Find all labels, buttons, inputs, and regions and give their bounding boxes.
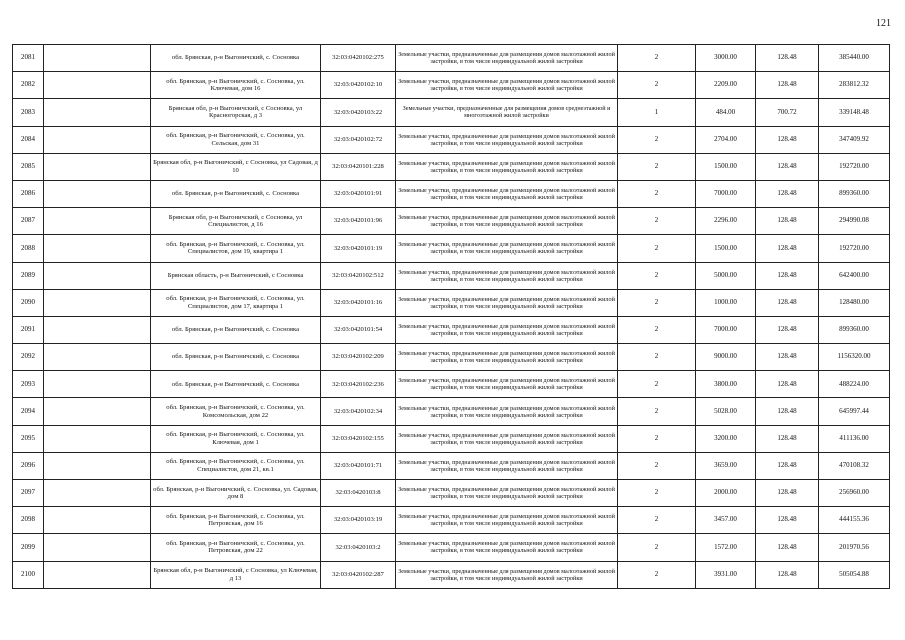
- permitted-use-cell: Земельные участки, предназначенные для размещения домов малоэтажной жилой застройки, в том числе индивидуальной жилой застройки: [396, 208, 618, 235]
- table-row: [13, 180, 890, 207]
- blank-cell: [44, 72, 151, 99]
- rate-cell: 128.48: [756, 126, 819, 153]
- cadastral-number-cell: 32:03:0420102:236: [321, 371, 396, 398]
- rate-cell: 128.48: [756, 208, 819, 235]
- row-number: 2099: [13, 534, 44, 561]
- permitted-use-cell: Земельные участки, предназначенные для размещения домов малоэтажной жилой застройки, в том числе индивидуальной жилой застройки: [396, 534, 618, 561]
- rate-cell: 700.72: [756, 99, 819, 126]
- table-row: [13, 72, 890, 99]
- blank-cell: [44, 126, 151, 153]
- area-cell: 7000.00: [696, 180, 756, 207]
- table-body: [13, 45, 890, 589]
- permitted-use-cell: Земельные участки, предназначенные для размещения домов малоэтажной жилой застройки, в том числе индивидуальной жилой застройки: [396, 316, 618, 343]
- cadastral-number-cell: 32:03:0420101:19: [321, 235, 396, 262]
- row-number: 2093: [13, 371, 44, 398]
- blank-cell: [44, 425, 151, 452]
- blank-cell: [44, 316, 151, 343]
- address-cell: обл. Брянская, р-н Выгоничский, с. Сосновка: [151, 45, 321, 72]
- rate-cell: 128.48: [756, 45, 819, 72]
- permitted-use-cell: Земельные участки, предназначенные для размещения домов малоэтажной жилой застройки, в том числе индивидуальной жилой застройки: [396, 452, 618, 479]
- category-cell: 2: [618, 371, 696, 398]
- cadastral-value-cell: 339148.48: [819, 99, 890, 126]
- category-cell: 2: [618, 235, 696, 262]
- row-number: 2082: [13, 72, 44, 99]
- category-cell: 1: [618, 99, 696, 126]
- blank-cell: [44, 534, 151, 561]
- row-number: 2098: [13, 507, 44, 534]
- category-cell: 2: [618, 534, 696, 561]
- category-cell: 2: [618, 180, 696, 207]
- cadastral-number-cell: 32:03:0420103:19: [321, 507, 396, 534]
- cadastral-value-cell: 505054.88: [819, 561, 890, 588]
- blank-cell: [44, 235, 151, 262]
- category-cell: 2: [618, 45, 696, 72]
- table-row: [13, 289, 890, 316]
- area-cell: 2704.00: [696, 126, 756, 153]
- category-cell: 2: [618, 507, 696, 534]
- address-cell: обл. Брянская, р-н Выгоничский, с. Сосновка, ул. Сельская, дом 31: [151, 126, 321, 153]
- cadastral-number-cell: 32:03:0420102:34: [321, 398, 396, 425]
- table-row: [13, 45, 890, 72]
- cadastral-number-cell: 32:03:0420102:209: [321, 344, 396, 371]
- category-cell: 2: [618, 126, 696, 153]
- category-cell: 2: [618, 262, 696, 289]
- permitted-use-cell: Земельные участки, предназначенные для размещения домов малоэтажной жилой застройки, в том числе индивидуальной жилой застройки: [396, 425, 618, 452]
- cadastral-number-cell: 32:03:0420101:91: [321, 180, 396, 207]
- rate-cell: 128.48: [756, 425, 819, 452]
- blank-cell: [44, 561, 151, 588]
- area-cell: 3659.00: [696, 452, 756, 479]
- address-cell: обл. Брянская, р-н Выгоничский, с. Сосновка, ул. Специалистов, дом 19, квартира 1: [151, 235, 321, 262]
- cadastral-number-cell: 32:03:0420101:228: [321, 153, 396, 180]
- address-cell: обл. Брянская, р-н Выгоничский, с. Сосновка, ул. Ключевая, дом 16: [151, 72, 321, 99]
- cadastral-number-cell: 32:03:0420103:8: [321, 480, 396, 507]
- cadastral-number-cell: 32:03:0420101:54: [321, 316, 396, 343]
- category-cell: 2: [618, 153, 696, 180]
- rate-cell: 128.48: [756, 153, 819, 180]
- rate-cell: 128.48: [756, 262, 819, 289]
- cadastral-value-cell: 645997.44: [819, 398, 890, 425]
- table-row: [13, 371, 890, 398]
- cadastral-value-cell: 347409.92: [819, 126, 890, 153]
- rate-cell: 128.48: [756, 507, 819, 534]
- category-cell: 2: [618, 561, 696, 588]
- table-row: [13, 344, 890, 371]
- category-cell: 2: [618, 208, 696, 235]
- row-number: 2097: [13, 480, 44, 507]
- table-row: [13, 153, 890, 180]
- row-number: 2096: [13, 452, 44, 479]
- category-cell: 2: [618, 480, 696, 507]
- address-cell: обл. Брянская, р-н Выгоничский, с. Сосновка, ул. Петровская, дом 16: [151, 507, 321, 534]
- area-cell: 5028.00: [696, 398, 756, 425]
- cadastral-value-cell: 444155.36: [819, 507, 890, 534]
- blank-cell: [44, 398, 151, 425]
- address-cell: обл. Брянская, р-н Выгоничский, с. Сосновка: [151, 371, 321, 398]
- land-registry-table: [12, 44, 890, 589]
- blank-cell: [44, 180, 151, 207]
- table-row: [13, 425, 890, 452]
- permitted-use-cell: Земельные участки, предназначенные для размещения домов малоэтажной жилой застройки, в том числе индивидуальной жилой застройки: [396, 289, 618, 316]
- row-number: 2100: [13, 561, 44, 588]
- cadastral-value-cell: 192720.00: [819, 153, 890, 180]
- blank-cell: [44, 507, 151, 534]
- permitted-use-cell: Земельные участки, предназначенные для размещения домов малоэтажной жилой застройки, в том числе индивидуальной жилой застройки: [396, 72, 618, 99]
- table-row: [13, 534, 890, 561]
- cadastral-number-cell: 32:03:0420101:16: [321, 289, 396, 316]
- category-cell: 2: [618, 316, 696, 343]
- cadastral-value-cell: 899360.00: [819, 316, 890, 343]
- table-row: [13, 507, 890, 534]
- rate-cell: 128.48: [756, 316, 819, 343]
- cadastral-value-cell: 411136.00: [819, 425, 890, 452]
- row-number: 2084: [13, 126, 44, 153]
- permitted-use-cell: Земельные участки, предназначенные для размещения домов малоэтажной жилой застройки, в том числе индивидуальной жилой застройки: [396, 262, 618, 289]
- cadastral-value-cell: 283812.32: [819, 72, 890, 99]
- row-number: 2095: [13, 425, 44, 452]
- cadastral-value-cell: 488224.00: [819, 371, 890, 398]
- row-number: 2088: [13, 235, 44, 262]
- blank-cell: [44, 289, 151, 316]
- page-number: 121: [876, 18, 891, 29]
- area-cell: 3000.00: [696, 45, 756, 72]
- blank-cell: [44, 45, 151, 72]
- address-cell: Брянская обл, р-н Выгоничский, с Сосновка, ул Ключевая, д 13: [151, 561, 321, 588]
- row-number: 2091: [13, 316, 44, 343]
- table-row: [13, 208, 890, 235]
- permitted-use-cell: Земельные участки, предназначенные для размещения домов малоэтажной жилой застройки, в том числе индивидуальной жилой застройки: [396, 153, 618, 180]
- table-row: [13, 452, 890, 479]
- cadastral-value-cell: 385440.00: [819, 45, 890, 72]
- rate-cell: 128.48: [756, 235, 819, 262]
- permitted-use-cell: Земельные участки, предназначенные для размещения домов малоэтажной жилой застройки, в том числе индивидуальной жилой застройки: [396, 180, 618, 207]
- area-cell: 7000.00: [696, 316, 756, 343]
- category-cell: 2: [618, 289, 696, 316]
- cadastral-number-cell: 32:03:0420102:512: [321, 262, 396, 289]
- permitted-use-cell: Земельные участки, предназначенные для размещения домов малоэтажной жилой застройки, в том числе индивидуальной жилой застройки: [396, 235, 618, 262]
- address-cell: обл. Брянская, р-н Выгоничский, с. Сосновка: [151, 344, 321, 371]
- permitted-use-cell: Земельные участки, предназначенные для размещения домов малоэтажной жилой застройки, в том числе индивидуальной жилой застройки: [396, 398, 618, 425]
- area-cell: 484.00: [696, 99, 756, 126]
- blank-cell: [44, 262, 151, 289]
- blank-cell: [44, 480, 151, 507]
- area-cell: 2000.00: [696, 480, 756, 507]
- address-cell: обл. Брянская, р-н Выгоничский, с. Сосновка: [151, 316, 321, 343]
- rate-cell: 128.48: [756, 371, 819, 398]
- permitted-use-cell: Земельные участки, предназначенные для размещения домов малоэтажной жилой застройки, в том числе индивидуальной жилой застройки: [396, 371, 618, 398]
- table-row: [13, 561, 890, 588]
- address-cell: Брянская обл, р-н Выгоничский, с Сосновка, ул Садовая, д 10: [151, 153, 321, 180]
- permitted-use-cell: Земельные участки, предназначенные для размещения домов малоэтажной жилой застройки, в том числе индивидуальной жилой застройки: [396, 45, 618, 72]
- address-cell: обл. Брянская, р-н Выгоничский, с. Сосновка: [151, 180, 321, 207]
- table-row: [13, 316, 890, 343]
- area-cell: 1500.00: [696, 153, 756, 180]
- blank-cell: [44, 153, 151, 180]
- blank-cell: [44, 344, 151, 371]
- table-row: [13, 262, 890, 289]
- blank-cell: [44, 452, 151, 479]
- cadastral-value-cell: 899360.00: [819, 180, 890, 207]
- category-cell: 2: [618, 344, 696, 371]
- area-cell: 2296.00: [696, 208, 756, 235]
- table-row: [13, 126, 890, 153]
- area-cell: 9000.00: [696, 344, 756, 371]
- category-cell: 2: [618, 398, 696, 425]
- address-cell: Брянская обл, р-н Выгоничский, с Сосновка, ул Красногорская, д 3: [151, 99, 321, 126]
- rate-cell: 128.48: [756, 72, 819, 99]
- cadastral-value-cell: 294990.08: [819, 208, 890, 235]
- cadastral-number-cell: 32:03:0420102:155: [321, 425, 396, 452]
- table-row: [13, 99, 890, 126]
- cadastral-number-cell: 32:03:0420103:2: [321, 534, 396, 561]
- area-cell: 3800.00: [696, 371, 756, 398]
- rate-cell: 128.48: [756, 289, 819, 316]
- cadastral-value-cell: 192720.00: [819, 235, 890, 262]
- cadastral-number-cell: 32:03:0420102:275: [321, 45, 396, 72]
- permitted-use-cell: Земельные участки, предназначенные для размещения домов малоэтажной жилой застройки, в том числе индивидуальной жилой застройки: [396, 507, 618, 534]
- rate-cell: 128.48: [756, 180, 819, 207]
- cadastral-number-cell: 32:03:0420102:72: [321, 126, 396, 153]
- row-number: 2086: [13, 180, 44, 207]
- row-number: 2081: [13, 45, 44, 72]
- rate-cell: 128.48: [756, 561, 819, 588]
- cadastral-value-cell: 128480.00: [819, 289, 890, 316]
- area-cell: 3457.00: [696, 507, 756, 534]
- cadastral-number-cell: 32:03:0420102:287: [321, 561, 396, 588]
- address-cell: обл. Брянская, р-н Выгоничский, с. Сосновка, ул. Комсомольская, дом 22: [151, 398, 321, 425]
- category-cell: 2: [618, 72, 696, 99]
- cadastral-value-cell: 642400.00: [819, 262, 890, 289]
- blank-cell: [44, 99, 151, 126]
- area-cell: 2209.00: [696, 72, 756, 99]
- permitted-use-cell: Земельные участки, предназначенные для размещения домов среднеэтажной и многоэтажной жилой застройки: [396, 99, 618, 126]
- permitted-use-cell: Земельные участки, предназначенные для размещения домов малоэтажной жилой застройки, в том числе индивидуальной жилой застройки: [396, 344, 618, 371]
- cadastral-number-cell: 32:03:0420101:71: [321, 452, 396, 479]
- address-cell: Брянская обл, р-н Выгоничский, с Сосновка, ул Специалистов, д 16: [151, 208, 321, 235]
- row-number: 2087: [13, 208, 44, 235]
- cadastral-value-cell: 1156320.00: [819, 344, 890, 371]
- address-cell: обл. Брянская, р-н Выгоничский, с. Сосновка, ул. Садовая, дом 8: [151, 480, 321, 507]
- rate-cell: 128.48: [756, 344, 819, 371]
- address-cell: обл. Брянская, р-н Выгоничский, с. Сосновка, ул. Специалистов, дом 17, квартира 1: [151, 289, 321, 316]
- area-cell: 1572.00: [696, 534, 756, 561]
- permitted-use-cell: Земельные участки, предназначенные для размещения домов малоэтажной жилой застройки, в том числе индивидуальной жилой застройки: [396, 480, 618, 507]
- category-cell: 2: [618, 425, 696, 452]
- blank-cell: [44, 371, 151, 398]
- category-cell: 2: [618, 452, 696, 479]
- row-number: 2092: [13, 344, 44, 371]
- row-number: 2090: [13, 289, 44, 316]
- row-number: 2094: [13, 398, 44, 425]
- address-cell: обл. Брянская, р-н Выгоничский, с. Сосновка, ул. Петровская, дом 22: [151, 534, 321, 561]
- table-row: [13, 398, 890, 425]
- row-number: 2085: [13, 153, 44, 180]
- cadastral-number-cell: 32:03:0420101:96: [321, 208, 396, 235]
- cadastral-value-cell: 470108.32: [819, 452, 890, 479]
- permitted-use-cell: Земельные участки, предназначенные для размещения домов малоэтажной жилой застройки, в том числе индивидуальной жилой застройки: [396, 126, 618, 153]
- address-cell: обл. Брянская, р-н Выгоничский, с. Сосновка, ул. Ключевая, дом 1: [151, 425, 321, 452]
- cadastral-value-cell: 256960.00: [819, 480, 890, 507]
- rate-cell: 128.48: [756, 452, 819, 479]
- area-cell: 1000.00: [696, 289, 756, 316]
- area-cell: 3931.00: [696, 561, 756, 588]
- row-number: 2089: [13, 262, 44, 289]
- permitted-use-cell: Земельные участки, предназначенные для размещения домов малоэтажной жилой застройки, в том числе индивидуальной жилой застройки: [396, 561, 618, 588]
- cadastral-number-cell: 32:03:0420102:10: [321, 72, 396, 99]
- rate-cell: 128.48: [756, 534, 819, 561]
- blank-cell: [44, 208, 151, 235]
- address-cell: Брянская область, р-н Выгоничский, с Сосновка: [151, 262, 321, 289]
- cadastral-number-cell: 32:03:0420103:22: [321, 99, 396, 126]
- row-number: 2083: [13, 99, 44, 126]
- table-row: [13, 235, 890, 262]
- area-cell: 3200.00: [696, 425, 756, 452]
- area-cell: 1500.00: [696, 235, 756, 262]
- rate-cell: 128.48: [756, 398, 819, 425]
- address-cell: обл. Брянская, р-н Выгоничский, с. Сосновка, ул. Специалистов, дом 21, кв.1: [151, 452, 321, 479]
- cadastral-value-cell: 201970.56: [819, 534, 890, 561]
- rate-cell: 128.48: [756, 480, 819, 507]
- area-cell: 5000.00: [696, 262, 756, 289]
- table-row: [13, 480, 890, 507]
